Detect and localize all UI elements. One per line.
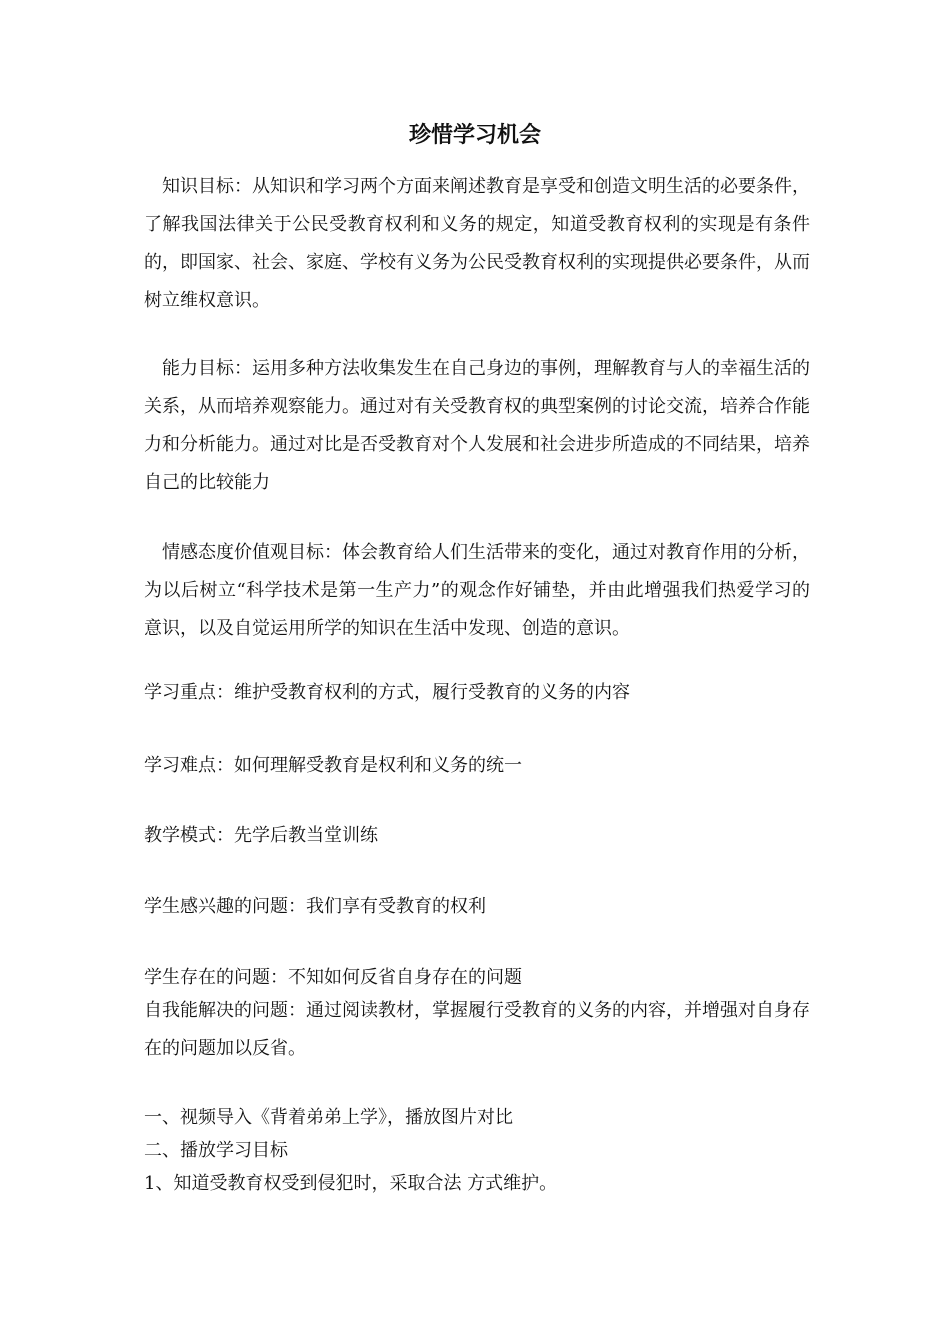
item-one-line: 1、知道受教育权受到侵犯时，采取合法 方式维护。 [144, 1173, 558, 1194]
teaching-mode-line: 教学模式：先学后教当堂训练 [144, 825, 378, 846]
emotion-goal-paragraph: 情感态度价值观目标：体会教育给人们生活带来的变化，通过对教育作用的分析，为以后树立“科学技术是第一生产力”的观念作好铺垫，并由此增强我们热爱学习的意识，以及自觉运用所学的知识在生活中发现、创造的意识。 [144, 542, 810, 639]
interest-question-line: 学生感兴趣的问题：我们享有受教育的权利 [144, 896, 486, 917]
ability-goal-paragraph: 能力目标：运用多种方法收集发生在自己身边的事例，理解教育与人的幸福生活的关系，从而培养观察能力。通过对有关受教育权的典型案例的讨论交流，培养合作能力和分析能力。通过对比是否受教育对个人发展和社会进步所造成的不同结果，培养自己的比较能力 [144, 358, 810, 493]
existing-question-line: 学生存在的问题：不知如何反省自身存在的问题 [144, 967, 522, 988]
document-title: 珍惜学习机会 [408, 123, 541, 148]
key-point-line: 学习重点：维护受教育权利的方式，履行受教育的义务的内容 [144, 682, 630, 703]
knowledge-goal-paragraph: 知识目标：从知识和学习两个方面来阐述教育是享受和创造文明生活的必要条件，了解我国法律关于公民受教育权利和义务的规定，知道受教育权利的实现是有条件的，即国家、社会、家庭、学校有义务为公民受教育权利的实现提供必要条件，从而树立维权意识。 [144, 176, 810, 311]
step-two-line: 二、播放学习目标 [144, 1140, 288, 1161]
step-one-line: 一、视频导入《背着弟弟上学》，播放图片对比 [144, 1107, 513, 1128]
difficult-point-line: 学习难点：如何理解受教育是权利和义务的统一 [144, 755, 522, 776]
self-solve-question-paragraph: 自我能解决的问题：通过阅读教材，掌握履行受教育的义务的内容，并增强对自身存在的问题加以反省。 [144, 1000, 810, 1059]
